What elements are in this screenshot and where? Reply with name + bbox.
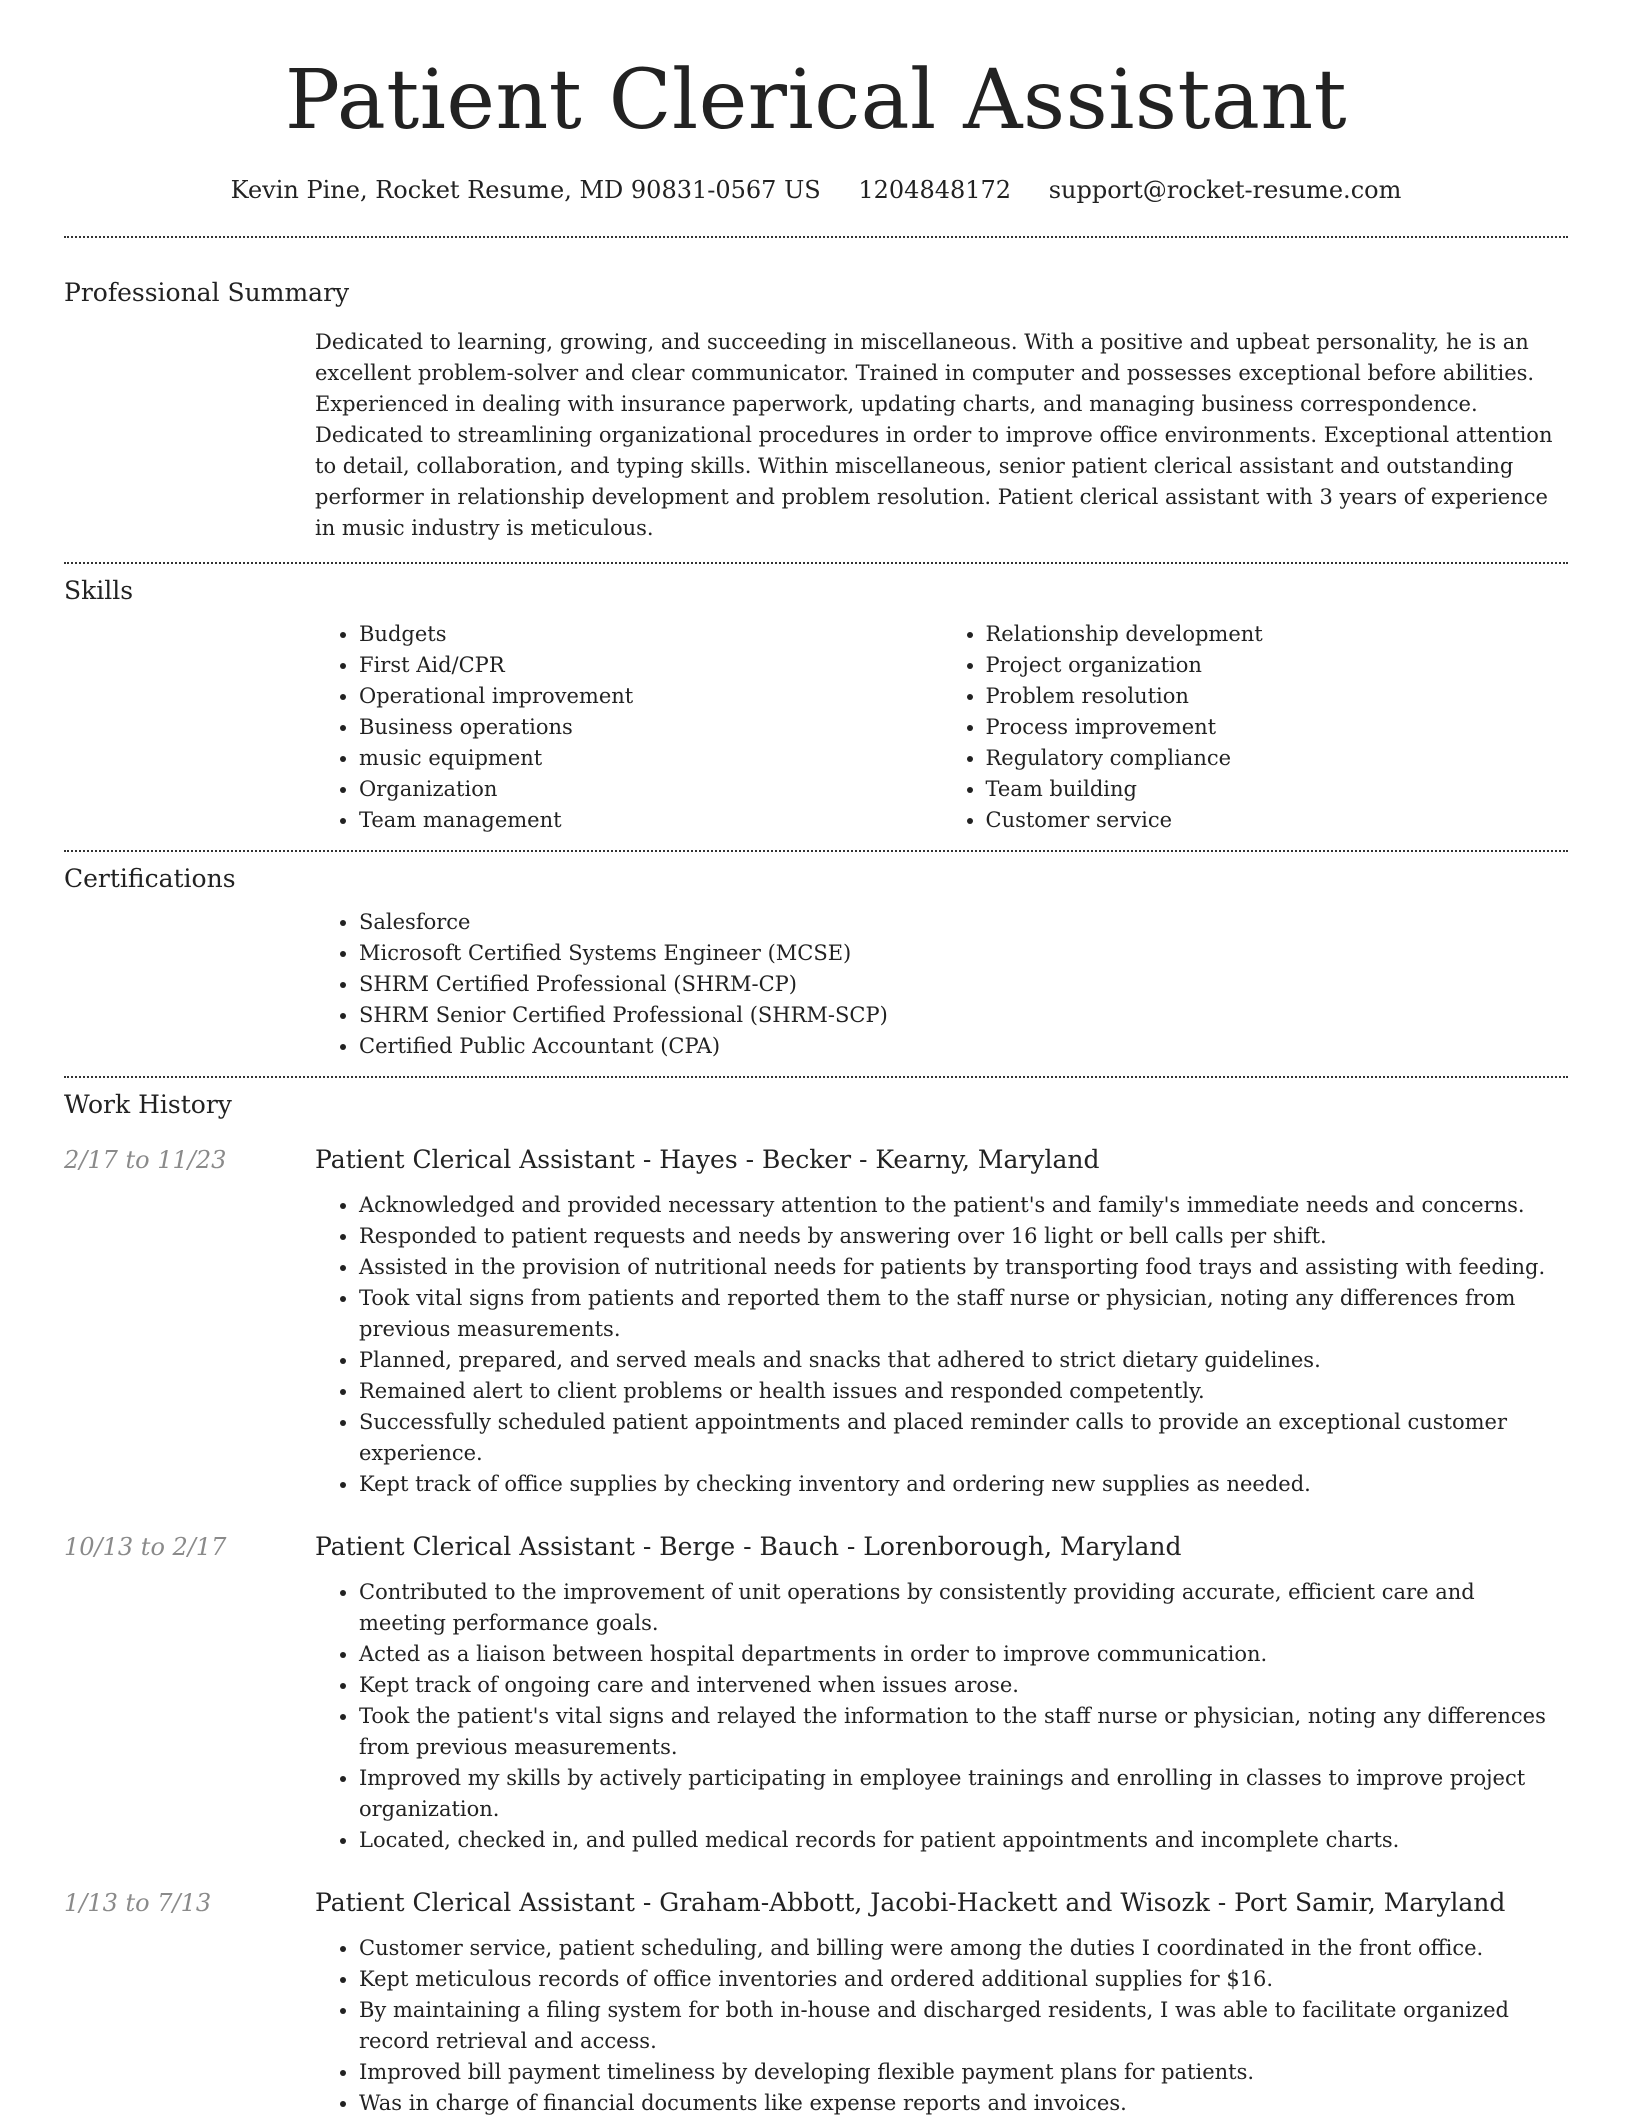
work-section [64, 1090, 1568, 2119]
divider [64, 1076, 1568, 1078]
job-date: 1/13 to 7/13 [64, 1889, 212, 1917]
list-item: • Assisted in the provision of nutritional needs for patients by transporting food trays and assisting with feeding. [359, 1252, 1568, 1283]
list-item: • music equipment [359, 743, 942, 774]
job-header [64, 1145, 1568, 1174]
resume-name: Patient Clerical Assistant [284, 53, 1348, 148]
list-item: • Process improvement [986, 712, 1569, 743]
contact-line [64, 176, 1568, 204]
job-title: Patient Clerical Assistant - Graham-Abbott, Jacobi-Hackett and Wisozk - Port Samir, Maryland [315, 1888, 1506, 1917]
list-item: • Responded to patient requests and needs by answering over 16 light or bell calls per shift. [359, 1221, 1568, 1252]
list-item: • Microsoft Certified Systems Engineer (MCSE) [359, 938, 1568, 969]
list-item: • Regulatory compliance [986, 743, 1569, 774]
job-duties [315, 1577, 1568, 1856]
list-item: • Contributed to the improvement of unit operations by consistently providing accurate, efficient care and meeting performance goals. [359, 1577, 1568, 1639]
skills-columns [315, 619, 1568, 836]
list-item: • Organization [359, 774, 942, 805]
list-item: • Took vital signs from patients and reported them to the staff nurse or physician, noting any differences from previous measurements. [359, 1283, 1568, 1345]
list-item: • By maintaining a filing system for both in-house and discharged residents, I was able to facilitate organized record retrieval and access. [359, 1995, 1568, 2057]
job-title: Patient Clerical Assistant - Berge - Bauch - Lorenborough, Maryland [315, 1532, 1182, 1561]
list-item: • Was in charge of financial documents like expense reports and invoices. [359, 2088, 1568, 2119]
list-item: • Kept meticulous records of office inventories and ordered additional supplies for $16. [359, 1964, 1568, 1995]
contact-phone: 1204848172 [858, 176, 1012, 204]
list-item: • First Aid/CPR [359, 650, 942, 681]
certifications-title: Certifications [64, 864, 236, 893]
list-item: • Improved bill payment timeliness by developing flexible payment plans for patients. [359, 2057, 1568, 2088]
list-item: • Salesforce [359, 907, 1568, 938]
list-item: • Located, checked in, and pulled medical records for patient appointments and incomplete charts. [359, 1825, 1568, 1856]
summary-text: Dedicated to learning, growing, and succeeding in miscellaneous. With a positive and upbeat personality, he is an excellent problem-solver and clear communicator. Trained in computer and possesses exceptional before abilities. Experienced in dealing with insurance paperwork, updating charts, and managing business correspondence. Dedicated to streamlining organizational procedures in order to improve office environments. Exceptional attention to detail, collaboration, and typing skills. Within miscellaneous, senior patient clerical assistant and outstanding performer in relationship development and problem resolution. Patient clerical assistant with 3 years of experience in music industry is meticulous. [315, 330, 1553, 540]
list-item: • Customer service, patient scheduling, and billing were among the duties I coordinated in the front office. [359, 1933, 1568, 1964]
list-item: • Successfully scheduled patient appointments and placed reminder calls to provide an exceptional customer experience. [359, 1407, 1568, 1469]
job-header [64, 1888, 1568, 1917]
skills-title: Skills [64, 576, 134, 605]
list-item: • Remained alert to client problems or health issues and responded competently. [359, 1376, 1568, 1407]
list-item: • Business operations [359, 712, 942, 743]
certifications-list [315, 907, 1568, 1062]
list-item: • Relationship development [986, 619, 1569, 650]
list-item: • Certified Public Accountant (CPA) [359, 1031, 1568, 1062]
work-title: Work History [64, 1090, 232, 1119]
list-item: • Kept track of ongoing care and intervened when issues arose. [359, 1670, 1568, 1701]
job-header [64, 1532, 1568, 1561]
job-entry [64, 1532, 1568, 1856]
list-item: • Project organization [986, 650, 1569, 681]
job-title: Patient Clerical Assistant - Hayes - Becker - Kearny, Maryland [315, 1145, 1100, 1174]
list-item: • Planned, prepared, and served meals and snacks that adhered to strict dietary guidelines. [359, 1345, 1568, 1376]
job-entry [64, 1888, 1568, 2119]
summary-section [64, 278, 1568, 544]
list-item: • Acted as a liaison between hospital departments in order to improve communication. [359, 1639, 1568, 1670]
skills-list-right [942, 619, 1569, 836]
list-item: • Operational improvement [359, 681, 942, 712]
list-item: • Budgets [359, 619, 942, 650]
contact-address: Kevin Pine, Rocket Resume, MD 90831-0567 US [230, 176, 821, 204]
divider [64, 850, 1568, 852]
job-duty-list [315, 1190, 1568, 1500]
job-duty-list [315, 1577, 1568, 1856]
certifications-body [315, 907, 1568, 1062]
job-entry [64, 1145, 1568, 1500]
list-item: • Problem resolution [986, 681, 1569, 712]
divider [64, 562, 1568, 564]
list-item: • Customer service [986, 805, 1569, 836]
list-item: • Took the patient's vital signs and relayed the information to the staff nurse or physician, noting any differences from previous measurements. [359, 1701, 1568, 1763]
list-item: • Kept track of office supplies by checking inventory and ordering new supplies as needed. [359, 1469, 1568, 1500]
list-item: • Team management [359, 805, 942, 836]
skills-section [64, 576, 1568, 836]
job-date: 2/17 to 11/23 [64, 1146, 227, 1174]
job-duties [315, 1933, 1568, 2119]
divider [64, 236, 1568, 238]
list-item: • SHRM Senior Certified Professional (SHRM-SCP) [359, 1000, 1568, 1031]
job-duty-list [315, 1933, 1568, 2119]
certifications-section [64, 864, 1568, 1062]
list-item: • Team building [986, 774, 1569, 805]
job-date: 10/13 to 2/17 [64, 1533, 227, 1561]
summary-title: Professional Summary [64, 278, 350, 307]
list-item: • Acknowledged and provided necessary attention to the patient's and family's immediate needs and concerns. [359, 1190, 1568, 1221]
skills-list-left [315, 619, 942, 836]
list-item: • SHRM Certified Professional (SHRM-CP) [359, 969, 1568, 1000]
job-list [64, 1145, 1568, 2119]
list-item: • Improved my skills by actively participating in employee trainings and enrolling in classes to improve project organization. [359, 1763, 1568, 1825]
contact-email: support@rocket-resume.com [1048, 176, 1402, 204]
job-duties [315, 1190, 1568, 1500]
